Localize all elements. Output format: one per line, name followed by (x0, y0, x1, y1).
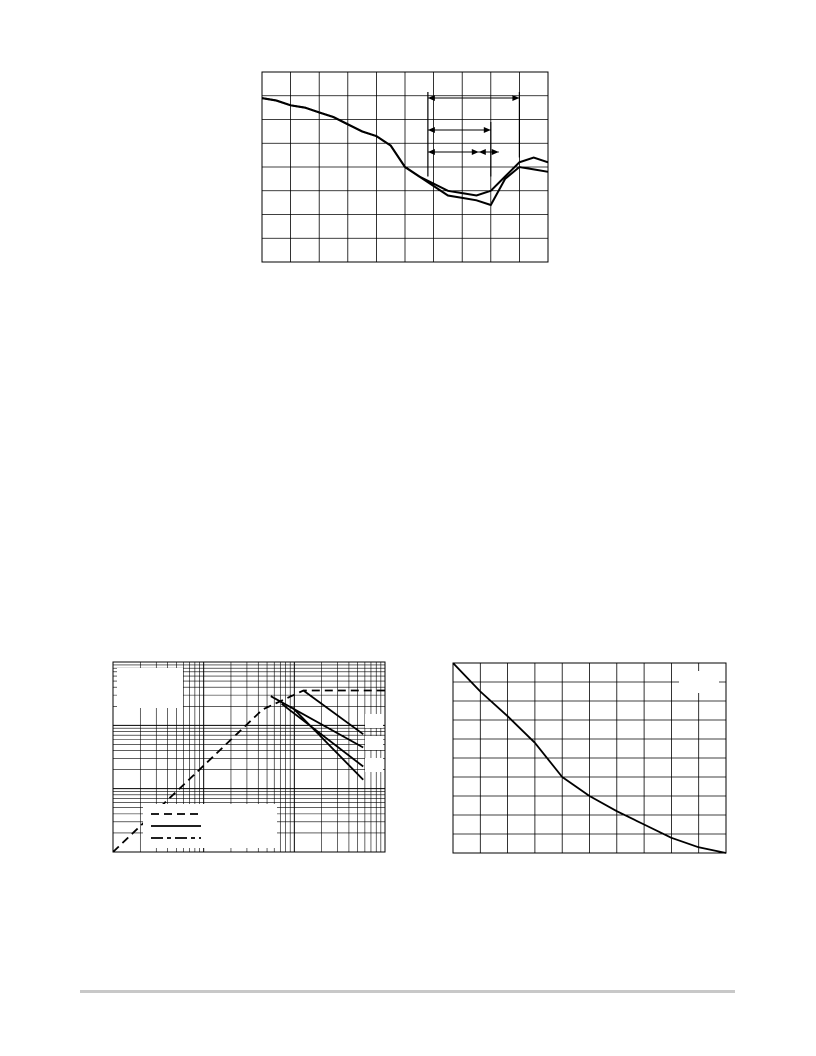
arrow-head (428, 127, 435, 133)
arrow-head (472, 149, 479, 155)
right-label-box (365, 714, 383, 728)
arrow-head (484, 127, 491, 133)
upper-left-label-box (117, 668, 183, 708)
top-chart-markers (428, 92, 520, 177)
top-chart (262, 72, 548, 262)
bottom-right-chart-legend-box (679, 671, 719, 693)
footer-rule (80, 990, 735, 993)
right-label-box (365, 736, 383, 750)
bottom-left-chart (113, 662, 385, 852)
legend-box (679, 671, 719, 693)
arrow-head (479, 149, 486, 155)
right-label-box (365, 758, 383, 772)
series-line-2 (271, 696, 363, 747)
arrow-head (428, 149, 435, 155)
arrow-head (492, 149, 499, 155)
bottom-right-chart (453, 663, 726, 853)
series-line-4 (293, 708, 364, 780)
